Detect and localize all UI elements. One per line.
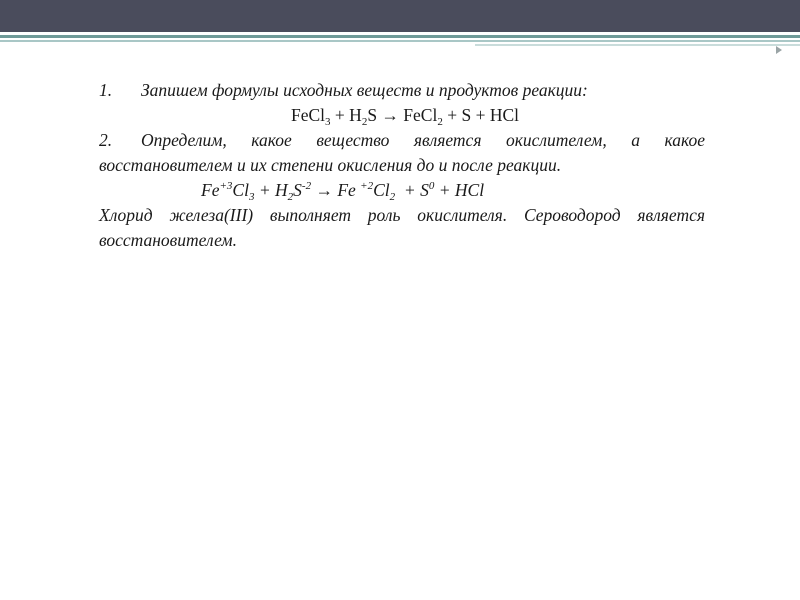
- header-bar: [0, 0, 800, 32]
- header-rule-short: [475, 44, 800, 46]
- step-2: [99, 128, 705, 178]
- step-2-text: Определим, какое вещество является окислителем, а какое восстановителем и их степени окисления до и после реакции.: [99, 130, 705, 175]
- step-1: [99, 78, 705, 103]
- oxidation-state-equation: $Fe^{+3}Cl_3 + H_2S^{-2} \to Fe$ $^{+2}Cl_2 + S^0$ + HCl: [201, 180, 485, 203]
- conclusion-text: Хлорид железа(III) выполняет роль окислителя. Сероводород является восстановителем.: [99, 205, 705, 250]
- step-1-number: 1.: [99, 80, 113, 100]
- header-rule-light: [0, 40, 800, 42]
- reaction-equation: FeCl$_3$ + $H_2S$ → FeCl$_2$ + S + HCl: [291, 105, 519, 128]
- step-2-number: 2.: [99, 130, 113, 150]
- step-1-text: Запишем формулы исходных веществ и продуктов реакции:: [141, 80, 588, 100]
- triangle-marker-icon: [776, 46, 782, 54]
- slide-body: [99, 78, 705, 253]
- header-rule-dark: [0, 35, 800, 38]
